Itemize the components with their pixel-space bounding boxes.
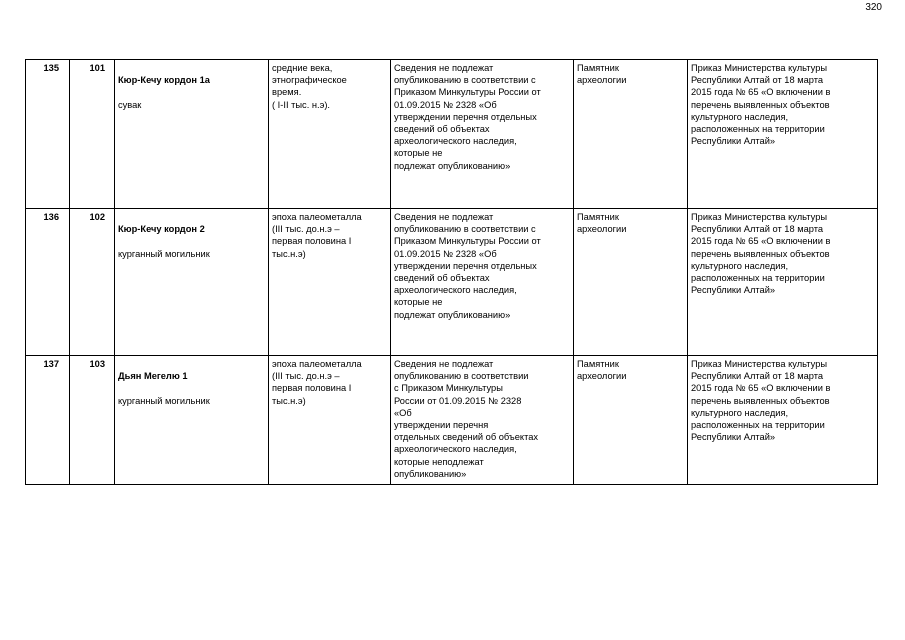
category-cell: Памятник археологии — [574, 209, 688, 356]
dating-cell: эпоха палеометалла (III тыс. до.н.э – первая половина I тыс.н.э) — [269, 356, 391, 485]
row-number-cell: 137 — [26, 356, 70, 485]
registry-number-cell: 102 — [70, 209, 115, 356]
table-row — [26, 209, 878, 356]
registry-number-cell: 103 — [70, 356, 115, 485]
registry-number-cell: 101 — [70, 60, 115, 209]
table-row — [26, 356, 878, 485]
object-name-cell — [115, 60, 269, 209]
row-number-cell: 135 — [26, 60, 70, 209]
category-cell: Памятник археологии — [574, 356, 688, 485]
object-name: Кюр-Кечу кордон 2 — [118, 224, 205, 235]
object-type: курганный могильник — [118, 248, 210, 259]
category-cell: Памятник археологии — [574, 60, 688, 209]
document-cell: Приказ Министерства культуры Республики Алтай от 18 марта 2015 года № 65 «О включении в перечень выявленных объектов культурного наследия, расположенных на территории Республики Алтай» — [688, 60, 878, 209]
page-number: 320 — [865, 2, 882, 13]
location-info-cell: Сведения не подлежат опубликованию в соответствии с Приказом Минкультуры России от 01.09.2015 № 2328 «Об утверждении перечня отдельных сведений об объектах археологического наследия, которые не подлежат опубликованию» — [391, 60, 574, 209]
location-info-cell: Сведения не подлежат опубликованию в соответствии с Приказом Минкультуры России от 01.09.2015 № 2328 «Об утверждении перечня отдельных сведений об объектах археологического наследия, которые неподлежат опубликованию» — [391, 356, 574, 485]
document-cell: Приказ Министерства культуры Республики Алтай от 18 марта 2015 года № 65 «О включении в перечень выявленных объектов культурного наследия, расположенных на территории Республики Алтай» — [688, 209, 878, 356]
object-name-cell — [115, 209, 269, 356]
location-info-cell: Сведения не подлежат опубликованию в соответствии с Приказом Минкультуры России от 01.09.2015 № 2328 «Об утверждении перечня отдельных сведений об объектах археологического наследия, которые не подлежат опубликованию» — [391, 209, 574, 356]
dating-cell: средние века, этнографическое время. ( I-II тыс. н.э). — [269, 60, 391, 209]
row-number-cell: 136 — [26, 209, 70, 356]
table-row — [26, 60, 878, 209]
object-name: Дьян Мегелю 1 — [118, 371, 188, 382]
object-name-cell — [115, 356, 269, 485]
heritage-registry-table — [25, 59, 878, 485]
object-type: сувак — [118, 99, 142, 110]
dating-cell: эпоха палеометалла (III тыс. до.н.э – первая половина I тыс.н.э) — [269, 209, 391, 356]
document-cell: Приказ Министерства культуры Республики Алтай от 18 марта 2015 года № 65 «О включении в перечень выявленных объектов культурного наследия, расположенных на территории Республики Алтай» — [688, 356, 878, 485]
object-type: курганный могильник — [118, 395, 210, 406]
object-name: Кюр-Кечу кордон 1а — [118, 75, 210, 86]
